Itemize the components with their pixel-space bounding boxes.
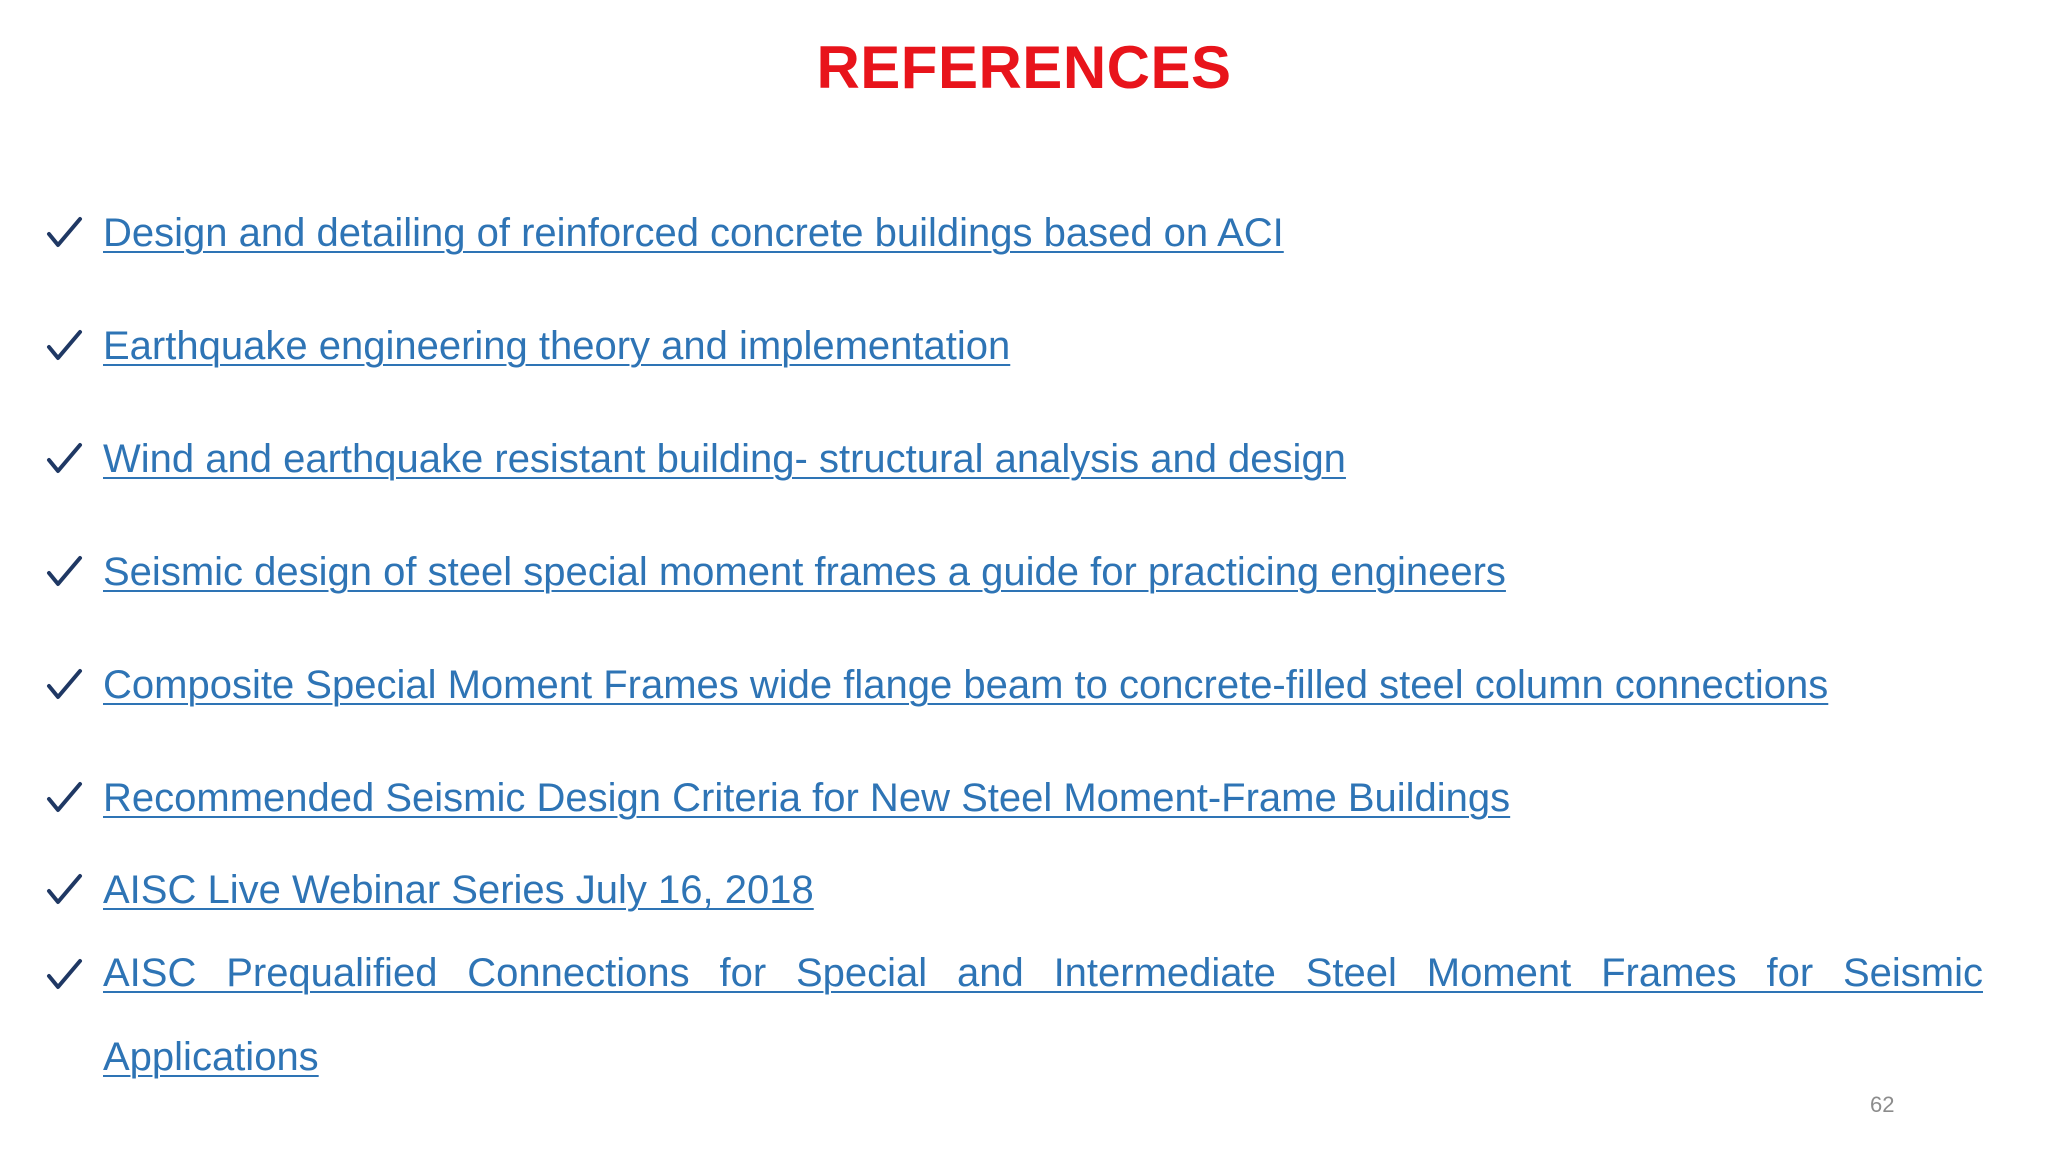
check-icon [46, 554, 88, 590]
check-icon [46, 441, 88, 477]
reference-link[interactable]: Wind and earthquake resistant building- structural analysis and design [103, 437, 1346, 481]
reference-link[interactable]: Design and detailing of reinforced concrete buildings based on ACI [103, 211, 1284, 255]
reference-item [46, 949, 2006, 1099]
reference-link[interactable]: AISC Live Webinar Series July 16, 2018 [103, 868, 814, 912]
check-icon [46, 957, 88, 993]
check-icon [46, 780, 88, 816]
check-icon [46, 215, 88, 251]
reference-item [46, 320, 2006, 372]
reference-item [46, 772, 2006, 824]
slide-title: REFERENCES [816, 34, 1232, 101]
reference-link[interactable]: Composite Special Moment Frames wide flange beam to concrete-filled steel column connections [103, 663, 1829, 707]
reference-item [46, 864, 2006, 916]
check-icon [46, 872, 88, 908]
reference-link[interactable]: Recommended Seismic Design Criteria for New Steel Moment-Frame Buildings [103, 776, 1511, 820]
check-icon [46, 667, 88, 703]
reference-item [46, 659, 2006, 711]
reference-item [46, 433, 2006, 485]
reference-item [46, 546, 2006, 598]
reference-item [46, 207, 2006, 259]
reference-link[interactable]: Earthquake engineering theory and implementation [103, 324, 1011, 368]
page-number: 62 [1870, 1092, 1895, 1117]
reference-link[interactable]: Seismic design of steel special moment frames a guide for practicing engineers [103, 550, 1506, 594]
reference-link[interactable]: AISC Prequalified Connections for Special and Intermediate Steel Moment Frames for Seismic Applications [103, 951, 1983, 1079]
check-icon [46, 328, 88, 364]
